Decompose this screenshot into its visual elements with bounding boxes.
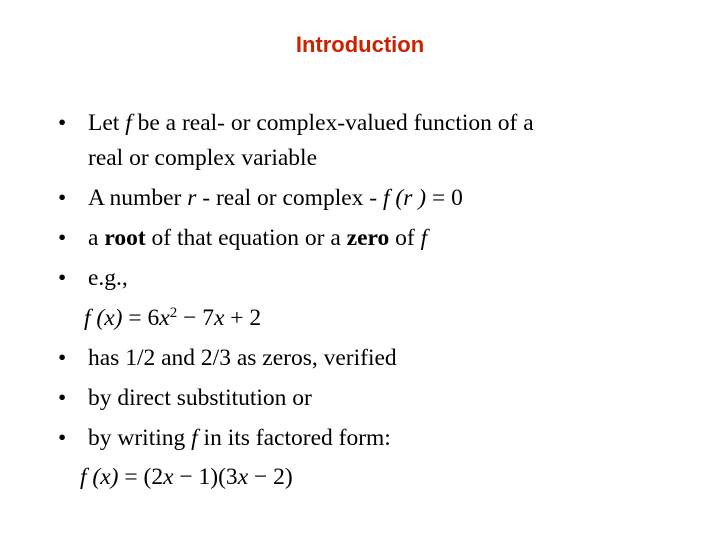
formula-var: x (163, 464, 174, 490)
text-segment: e.g., (88, 265, 128, 291)
bullet-dot: • (58, 185, 67, 211)
text-segment: by direct substitution or (88, 385, 312, 411)
bullet-dot: • (58, 110, 67, 136)
bullet-item-1 (58, 103, 698, 143)
formula-lhs: f (x) (80, 464, 119, 490)
formula-part: − 1)(3 (173, 464, 238, 490)
bullet-item-6 (58, 378, 698, 418)
formula-var: x (159, 305, 170, 331)
text-segment: = 0 (426, 185, 463, 211)
formula-part: − 7 (177, 305, 214, 331)
text-segment: by writing (88, 425, 192, 451)
slide-content (58, 103, 698, 497)
term-root: root (104, 225, 146, 251)
text-segment: be a real- or complex-valued function of a (131, 110, 534, 136)
var-f: f (420, 225, 428, 251)
bullet-dot: • (58, 345, 67, 371)
expr-f-of-r: f (r ) (383, 185, 427, 211)
bullet-item-1-continuation: real or complex variable (88, 145, 318, 171)
var-f: f (191, 425, 198, 451)
bullet-item-4 (58, 258, 698, 298)
bullet-item-5 (58, 338, 698, 378)
bullet-dot: • (58, 385, 67, 411)
slide-title: Introduction (295, 32, 425, 57)
bullet-item-2 (58, 178, 698, 218)
bullet-item-3 (58, 218, 698, 258)
text-segment: a (88, 225, 105, 251)
text-segment: Let (88, 110, 126, 136)
formula-lhs: f (x) (84, 305, 123, 331)
bullet-dot: • (58, 425, 67, 451)
term-zero: zero (346, 225, 390, 251)
bullet-item-7 (58, 418, 698, 458)
formula-factored (58, 457, 698, 497)
text-segment: of (389, 225, 421, 251)
formula-var: x (213, 305, 225, 331)
formula-var: x (237, 464, 249, 490)
var-f: f (125, 110, 132, 136)
text-segment: of that equation or a (145, 225, 347, 251)
formula-exponent: 2 (169, 305, 178, 321)
text-segment: has 1/2 and 2/3 as zeros, verified (88, 345, 397, 371)
bullet-dot: • (58, 265, 67, 291)
formula-part: + 2 (224, 305, 262, 331)
text-segment: A number (88, 185, 188, 211)
formula-part: = (2 (118, 464, 164, 490)
text-segment: - real or complex - (196, 185, 383, 211)
var-r: r (187, 185, 197, 211)
formula-part: = 6 (122, 305, 160, 331)
bullet-dot: • (58, 225, 67, 251)
text-segment: in its factored form: (197, 425, 391, 451)
formula-polynomial (58, 298, 698, 338)
formula-part: − 2) (248, 464, 293, 490)
